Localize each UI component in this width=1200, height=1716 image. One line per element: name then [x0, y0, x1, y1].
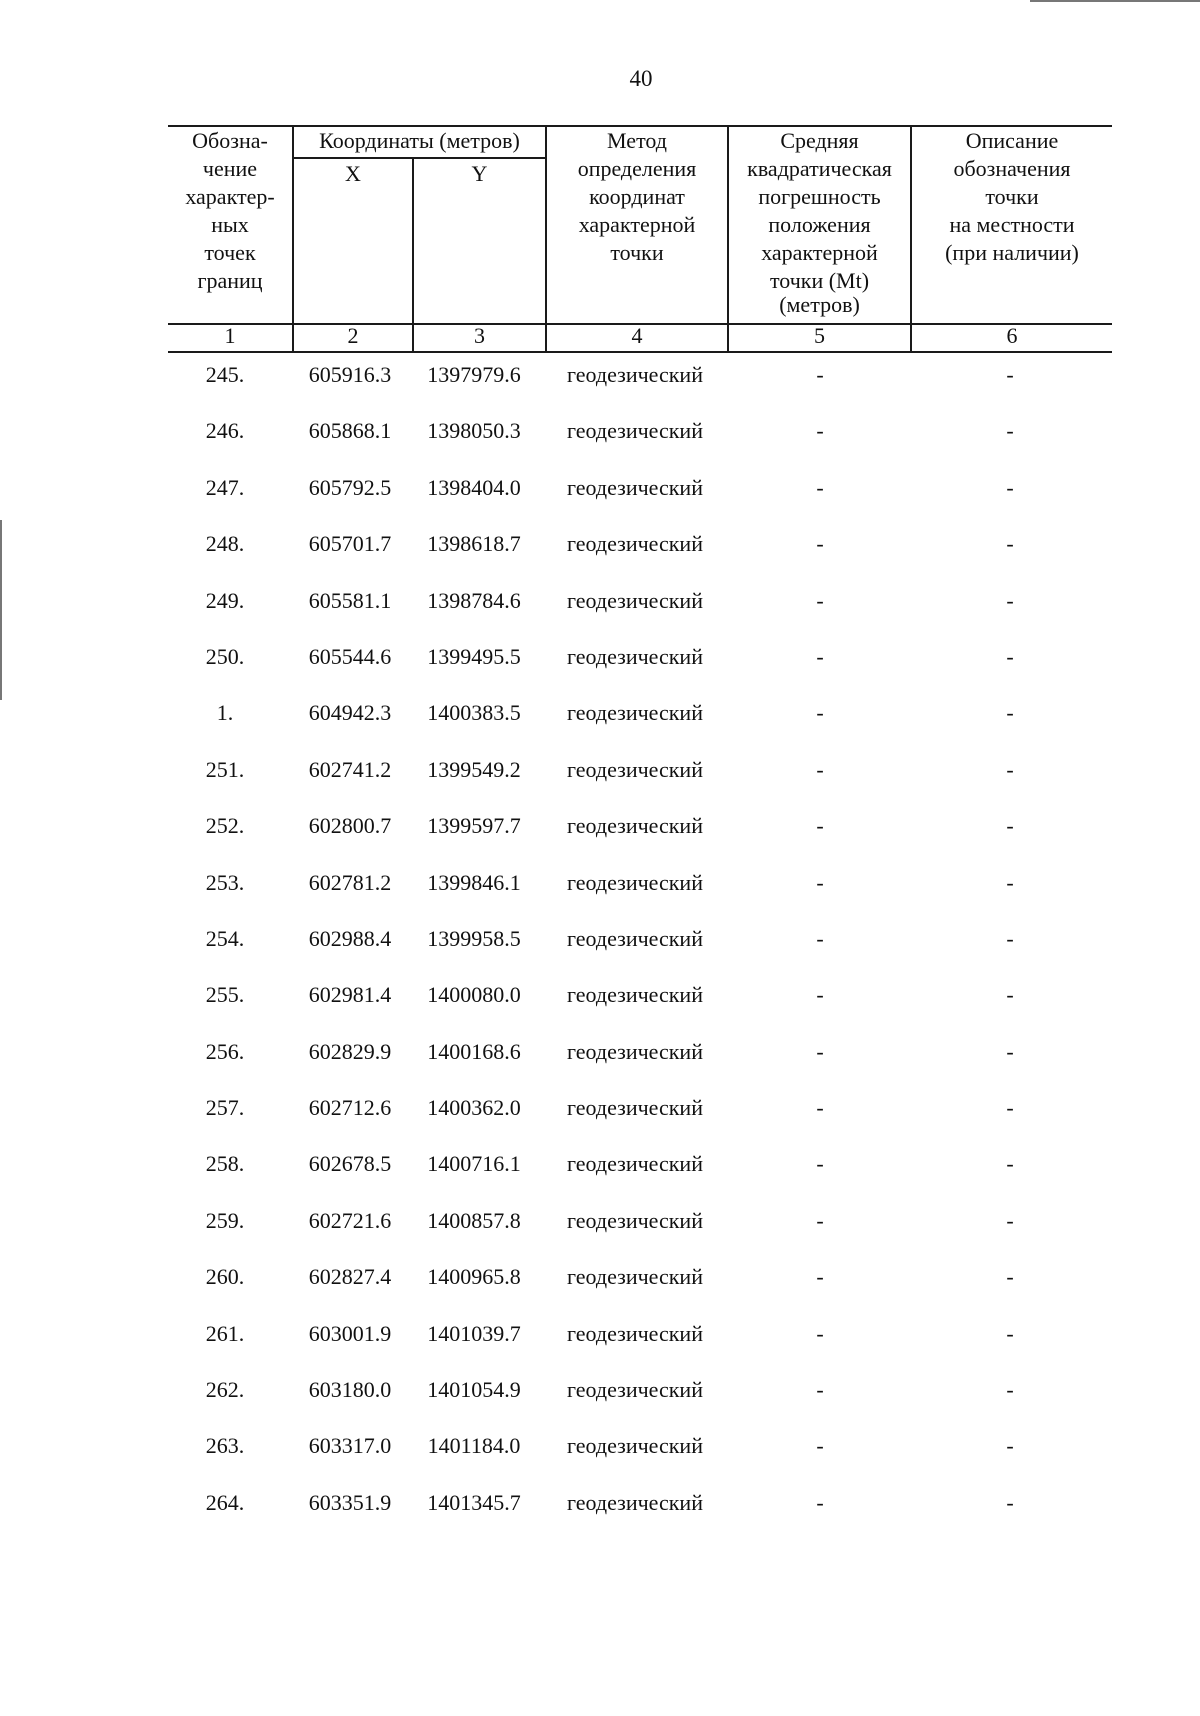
y-coordinate: 1399958.5: [427, 925, 521, 951]
mean-error: -: [816, 1433, 824, 1459]
description: -: [1006, 982, 1014, 1008]
table-row: [0, 468, 1200, 524]
method: геодезический: [567, 1151, 703, 1177]
x-coordinate: 603180.0: [308, 1377, 392, 1403]
y-coordinate: 1401184.0: [427, 1433, 521, 1459]
page-number: 40: [629, 66, 653, 91]
method: геодезический: [567, 1264, 703, 1290]
mean-error: -: [816, 418, 824, 444]
description: -: [1006, 1207, 1014, 1233]
description: -: [1006, 869, 1014, 895]
y-coordinate: 1400080.0: [427, 982, 521, 1008]
mean-error: -: [816, 531, 824, 557]
column-numbers-bottom-line: [168, 351, 1112, 353]
description: -: [1006, 1433, 1014, 1459]
mean-error: -: [816, 1320, 824, 1346]
point-number: 263.: [205, 1433, 245, 1459]
method: геодезический: [567, 474, 703, 500]
description: -: [1006, 1151, 1014, 1177]
method: геодезический: [567, 1207, 703, 1233]
mean-error: -: [816, 869, 824, 895]
y-coordinate: 1401039.7: [427, 1320, 521, 1346]
point-number: 255.: [205, 982, 245, 1008]
description: -: [1006, 813, 1014, 839]
x-coordinate: 605792.5: [308, 474, 392, 500]
point-number: 256.: [205, 1038, 245, 1064]
table-row: [0, 1370, 1200, 1426]
point-number: 247.: [205, 474, 245, 500]
column-number-1: 1: [224, 323, 236, 348]
mean-error: -: [816, 1038, 824, 1064]
x-coordinate: 602981.4: [308, 982, 392, 1008]
description: -: [1006, 1095, 1014, 1121]
method: геодезический: [567, 1433, 703, 1459]
x-coordinate: 603317.0: [308, 1433, 392, 1459]
y-coordinate: 1400716.1: [427, 1151, 521, 1177]
x-coordinate: 602741.2: [308, 756, 392, 782]
method: геодезический: [567, 700, 703, 726]
method: геодезический: [567, 813, 703, 839]
point-number: 251.: [205, 756, 245, 782]
method: геодезический: [567, 1095, 703, 1121]
x-coordinate: 605868.1: [308, 418, 392, 444]
table-row: [0, 355, 1200, 411]
x-coordinate: 603351.9: [308, 1489, 392, 1515]
y-coordinate: 1401345.7: [427, 1489, 521, 1515]
table-row: [0, 1144, 1200, 1200]
column-number-4: 4: [631, 323, 643, 348]
coords-subheader-line: [292, 157, 546, 159]
description: -: [1006, 1489, 1014, 1515]
x-coordinate: 605916.3: [308, 362, 392, 387]
method: геодезический: [567, 1377, 703, 1403]
method: геодезический: [567, 1038, 703, 1064]
y-coordinate: 1398784.6: [427, 587, 521, 613]
description: -: [1006, 1377, 1014, 1403]
y-coordinate: 1399495.5: [427, 643, 521, 669]
mean-error: -: [816, 700, 824, 726]
description: -: [1006, 1264, 1014, 1290]
method: геодезический: [567, 869, 703, 895]
method: геодезический: [567, 1320, 703, 1346]
mean-error: -: [816, 643, 824, 669]
x-coordinate: 604942.3: [308, 700, 392, 726]
y-coordinate: 1399846.1: [427, 869, 521, 895]
description: -: [1006, 756, 1014, 782]
mean-error: -: [816, 813, 824, 839]
method: геодезический: [567, 925, 703, 951]
mean-error: -: [816, 1151, 824, 1177]
x-coordinate: 602678.5: [308, 1151, 392, 1177]
method: геодезический: [567, 982, 703, 1008]
x-coordinate: 602712.6: [308, 1095, 392, 1121]
y-coordinate: 1400383.5: [427, 700, 521, 726]
table-row: [0, 1426, 1200, 1482]
mean-error: -: [816, 925, 824, 951]
mean-error: -: [816, 1095, 824, 1121]
table-row: [0, 863, 1200, 919]
point-number: 250.: [205, 643, 245, 669]
description: -: [1006, 643, 1014, 669]
point-number: 246.: [205, 418, 245, 444]
y-coordinate: 1401054.9: [427, 1377, 521, 1403]
point-number: 254.: [205, 925, 245, 951]
table-row: [0, 1032, 1200, 1088]
point-number: 262.: [205, 1377, 245, 1403]
point-number: 264.: [205, 1489, 245, 1515]
x-coordinate: 602721.6: [308, 1207, 392, 1233]
mean-error: -: [816, 1489, 824, 1515]
description: -: [1006, 1038, 1014, 1064]
x-coordinate: 603001.9: [308, 1320, 392, 1346]
table-row: [0, 975, 1200, 1031]
description: -: [1006, 1320, 1014, 1346]
method: геодезический: [567, 1489, 703, 1515]
description: -: [1006, 587, 1014, 613]
description: -: [1006, 474, 1014, 500]
table-row: [0, 1483, 1200, 1539]
y-coordinate: 1398050.3: [427, 418, 521, 444]
header-coordinates: Координаты (метров): [319, 128, 520, 153]
y-coordinate: 1400857.8: [427, 1207, 521, 1233]
table-row: [0, 581, 1200, 637]
method: геодезический: [567, 756, 703, 782]
point-number: 257.: [205, 1095, 245, 1121]
y-coordinate: 1399597.7: [427, 813, 521, 839]
method: геодезический: [567, 418, 703, 444]
x-coordinate: 602827.4: [308, 1264, 392, 1290]
header-y: Y: [471, 161, 488, 186]
x-coordinate: 602829.9: [308, 1038, 392, 1064]
x-coordinate: 605581.1: [308, 587, 392, 613]
x-coordinate: 602800.7: [308, 813, 392, 839]
table-row: [0, 1314, 1200, 1370]
mean-error: -: [816, 1377, 824, 1403]
description: -: [1006, 925, 1014, 951]
point-number: 259.: [205, 1207, 245, 1233]
table-body: [0, 355, 1200, 1539]
point-number: 1.: [216, 700, 234, 726]
point-number: 252.: [205, 813, 245, 839]
description: -: [1006, 362, 1014, 387]
description: -: [1006, 531, 1014, 557]
table-row: [0, 637, 1200, 693]
mean-error: -: [816, 1207, 824, 1233]
column-number-6: 6: [1006, 323, 1018, 348]
header-x: X: [345, 161, 361, 186]
point-number: 261.: [205, 1320, 245, 1346]
table-row: [0, 750, 1200, 806]
point-number: 249.: [205, 587, 245, 613]
scan-edge-top: [1030, 0, 1200, 2]
x-coordinate: 605544.6: [308, 643, 392, 669]
y-coordinate: 1400168.6: [427, 1038, 521, 1064]
method: геодезический: [567, 587, 703, 613]
y-coordinate: 1398404.0: [427, 474, 521, 500]
point-number: 248.: [205, 531, 245, 557]
method: геодезический: [567, 531, 703, 557]
mean-error: -: [816, 1264, 824, 1290]
table-row: [0, 919, 1200, 975]
mean-error: -: [816, 362, 824, 387]
header-method: Метод определения координат характерной точки: [577, 128, 697, 265]
y-coordinate: 1399549.2: [427, 756, 521, 782]
description: -: [1006, 700, 1014, 726]
y-coordinate: 1400965.8: [427, 1264, 521, 1290]
header-mean-error: Средняя квадратическая погрешность положения характерной точки (Mt) (метров): [747, 128, 892, 317]
table-row: [0, 806, 1200, 862]
mean-error: -: [816, 474, 824, 500]
x-coordinate: 602988.4: [308, 925, 392, 951]
point-number: 260.: [205, 1264, 245, 1290]
y-coordinate: 1398618.7: [427, 531, 521, 557]
mean-error: -: [816, 587, 824, 613]
table-row: [0, 1088, 1200, 1144]
method: геодезический: [567, 643, 703, 669]
table-row: [0, 693, 1200, 749]
table-row: [0, 411, 1200, 467]
table-row: [0, 524, 1200, 580]
point-number: 245.: [205, 362, 245, 387]
column-number-5: 5: [814, 323, 825, 348]
x-coordinate: 602781.2: [308, 869, 392, 895]
mean-error: -: [816, 982, 824, 1008]
column-number-2: 2: [347, 323, 359, 348]
x-coordinate: 605701.7: [308, 531, 392, 557]
method: геодезический: [567, 362, 703, 387]
header-point-designation: Обозна- чение характер- ных точек границ: [185, 128, 275, 293]
table-row: [0, 1201, 1200, 1257]
header-description: Описание обозначения точки на местности (при наличии): [945, 128, 1079, 265]
point-number: 258.: [205, 1151, 245, 1177]
y-coordinate: 1400362.0: [427, 1095, 521, 1121]
column-number-3: 3: [474, 323, 485, 348]
y-coordinate: 1397979.6: [427, 362, 521, 387]
description: -: [1006, 418, 1014, 444]
point-number: 253.: [205, 869, 245, 895]
mean-error: -: [816, 756, 824, 782]
table-row: [0, 1257, 1200, 1313]
